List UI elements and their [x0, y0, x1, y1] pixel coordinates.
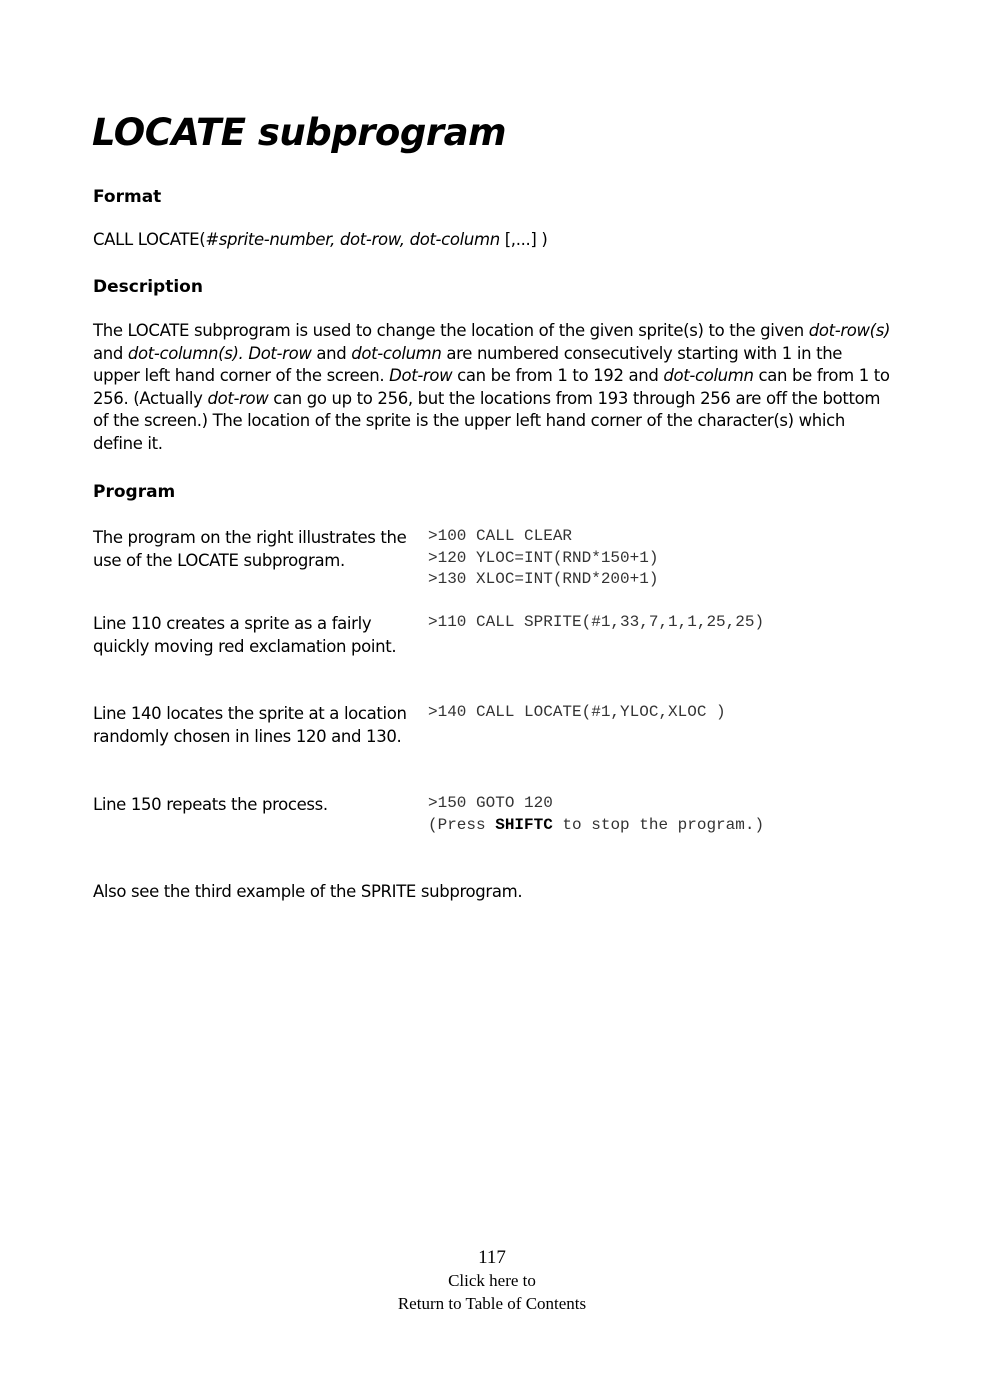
description-text: The LOCATE subprogram is used to change the location of the given sprite(s) to the given: [93, 321, 809, 340]
description-term: dot-column: [663, 366, 754, 385]
format-syntax: [93, 229, 547, 252]
program-heading: Program: [93, 482, 176, 502]
format-suffix: [,...] ): [499, 230, 548, 249]
program-explanation: Line 140 locates the sprite at a location randomly chosen in lines 120 and 130.: [93, 704, 407, 746]
program-explanation: Line 110 creates a sprite as a fairly quickly moving red exclamation point.: [93, 614, 397, 656]
page-title: LOCATE subprogram: [92, 111, 507, 154]
description-term: dot-column(s). Dot-row: [127, 343, 312, 363]
page-number: 117: [478, 1247, 506, 1268]
program-code: >110 CALL SPRITE(#1,33,7,1,1,25,25): [428, 613, 765, 631]
description-text: and: [93, 343, 128, 363]
format-call-prefix: CALL LOCATE(: [93, 230, 206, 249]
program-code: >140 CALL LOCATE(#1,YLOC,XLOC ): [428, 703, 726, 721]
description-text: can be from 1 to 192 and: [452, 366, 664, 385]
program-code-line: >150 GOTO 120: [428, 794, 553, 812]
program-explanation: The program on the right illustrates the use of the LOCATE subprogram.: [93, 528, 407, 570]
program-explanation: Line 150 repeats the process.: [93, 795, 328, 814]
program-code: >100 CALL CLEAR >120 YLOC=INT(RND*150+1) >130 XLOC=INT(RND*200+1): [428, 527, 659, 588]
description-term: dot-column: [351, 343, 442, 363]
program-note-key: SHIFTC: [495, 815, 553, 834]
description-text: can go up to 256, but the locations from 193 through 256 are off the bottom of the screen.) The location of the sprite is the upper left hand corner of the character(s) which define it.: [93, 388, 881, 453]
also-see-note: Also see the third example of the SPRITE subprogram.: [93, 882, 523, 901]
description-paragraph: [93, 320, 893, 455]
format-heading: Format: [93, 187, 162, 207]
toc-link-line[interactable]: Return to Table of Contents: [397, 1294, 587, 1313]
description-term: Dot-row: [389, 366, 453, 385]
description-heading: Description: [93, 277, 203, 297]
toc-link-line[interactable]: Click here to: [448, 1271, 536, 1290]
format-params: #sprite-number, dot-row, dot-column: [205, 230, 500, 249]
description-text: can be from 1 to 256. (Actually: [93, 366, 890, 408]
program-note-suffix: to stop the program.): [552, 815, 765, 834]
description-term: dot-row(s): [808, 321, 891, 340]
program-note-prefix: (Press: [428, 815, 496, 834]
description-text: are numbered consecutively starting with 1 in the upper left hand corner of the screen.: [93, 343, 843, 385]
program-code: [428, 793, 893, 836]
description-text: and: [311, 343, 352, 363]
table-of-contents-link[interactable]: [0, 1269, 984, 1315]
description-term: dot-row: [207, 388, 269, 408]
